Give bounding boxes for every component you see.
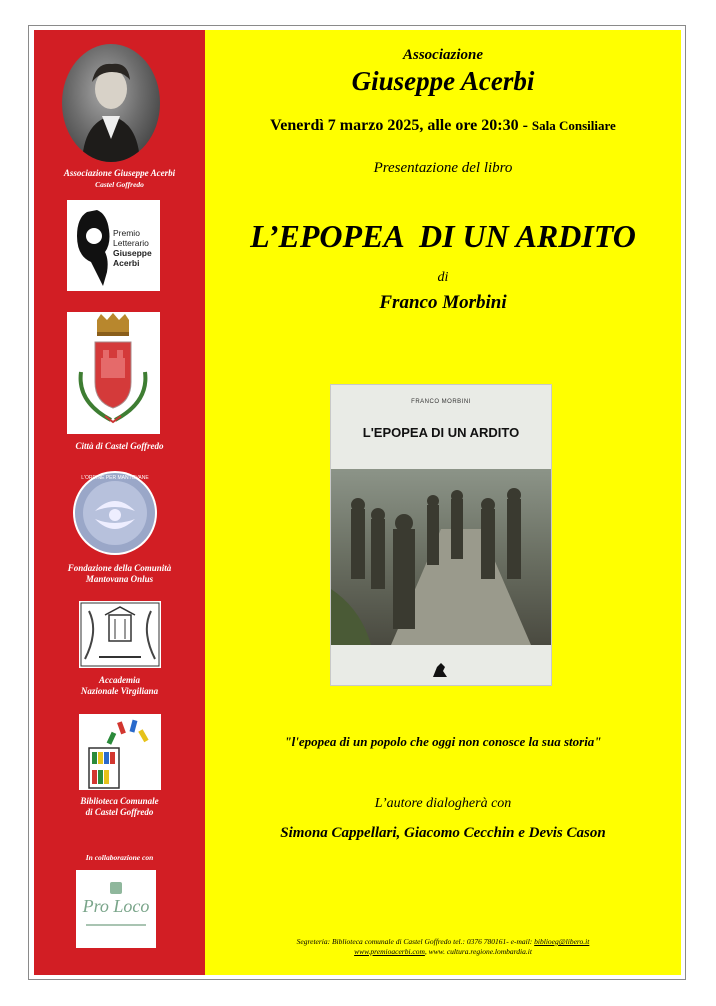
fondazione-caption: Fondazione della Comunità Mantovana Onlus [67, 563, 172, 584]
website-link[interactable]: www.premioacerbi.com [354, 947, 425, 956]
pro-loco-tower-icon [110, 882, 122, 894]
biblioteca-caption: Biblioteca Comunale di Castel Goffredo [80, 796, 159, 817]
book-title: L’EPOPEA DI UN ARDITO [250, 218, 636, 254]
accademia-caption: Accademia Nazionale Virgiliana [80, 675, 159, 696]
contact-email-link[interactable]: biblioeg@libero.it [534, 937, 590, 946]
premio-letterario-logo: Premio Letterario Giuseppe Acerbi [67, 200, 160, 291]
soldiers-photo [331, 469, 551, 645]
association-label: Associazione [402, 47, 483, 63]
event-poster-main [205, 30, 681, 975]
castel-goffredo-coat-of-arms [67, 312, 160, 434]
book-cover-image [331, 385, 551, 685]
accademia-virgiliana-logo [79, 601, 161, 668]
footer-contacts: Segreteria: Biblioteca comunale di Castel Goffredo tel.: 0376 780161- e-mail: biblioeg@libero.it www.premioacerbi.com, www. cultura.regione.lombardia.it [296, 937, 590, 956]
biblioteca-comunale-logo [79, 714, 161, 790]
portrait-caption: Associazione Giuseppe Acerbi Castel Goffredo [63, 168, 176, 189]
association-name: Giuseppe Acerbi [351, 66, 535, 96]
event-date-line: Venerdì 7 marzo 2025, alle ore 20:30 - Sala Consiliare [270, 117, 616, 134]
event-venue: Sala Consiliare [531, 118, 616, 133]
book-author: Franco Morbini [379, 292, 507, 313]
publisher-horse-icon [429, 661, 453, 679]
cover-author: FRANCO MORBINI [411, 399, 471, 405]
giuseppe-acerbi-portrait [62, 44, 160, 162]
cover-title: L'EPOPEA DI UN ARDITO [362, 425, 520, 440]
dialogue-intro: L’autore dialogherà con [374, 796, 512, 811]
presentation-label: Presentazione del libro [373, 160, 513, 176]
event-date-time: Venerdì 7 marzo 2025, alle ore 20:30 [270, 117, 519, 134]
comune-caption: Città di Castel Goffredo [75, 441, 164, 451]
dialogue-participants: Simona Cappellari, Giacomo Cecchin e Devis Cason [280, 825, 606, 841]
collaboration-label: In collaborazione con [85, 853, 154, 862]
pro-loco-logo: Pro Loco [76, 870, 156, 948]
book-quote: "l'epopea di un popolo che oggi non conosce la sua storia" [284, 734, 602, 749]
book-by: di [437, 270, 449, 285]
fondazione-comunita-logo: L'ORDINE PER MANTOVANE [73, 471, 157, 555]
sponsor-sidebar [34, 30, 205, 975]
